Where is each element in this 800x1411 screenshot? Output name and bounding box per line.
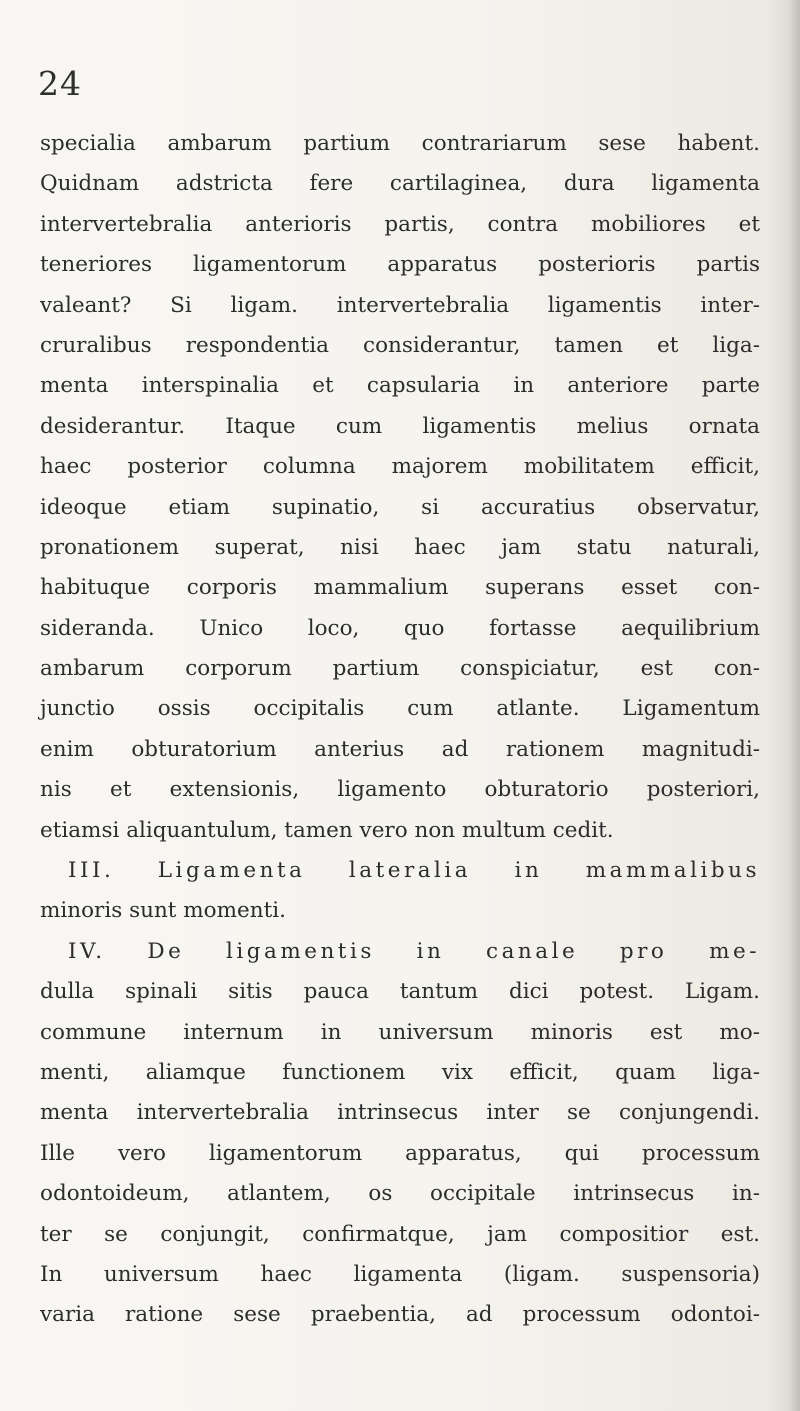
text-line: junctio ossis occipitalis cum atlante. Ligamentum bbox=[40, 696, 760, 722]
text-line: menta intervertebralia intrinsecus inter se conjungendi. bbox=[40, 1100, 760, 1126]
text-line: menta interspinalia et capsularia in anteriore parte bbox=[40, 373, 760, 399]
text-line: valeant? Si ligam. intervertebralia ligamentis inter- bbox=[40, 292, 760, 318]
text-line: commune internum in universum minoris est mo- bbox=[40, 1019, 760, 1045]
text-line: ideoque etiam supinatio, si accuratius observatur, bbox=[40, 494, 760, 520]
text-line: enim obturatorium anterius ad rationem magnitudi- bbox=[40, 736, 760, 762]
text-line: sideranda. Unico loco, quo fortasse aequilibrium bbox=[40, 615, 760, 641]
body-text bbox=[40, 124, 760, 1336]
page-number: 24 bbox=[38, 64, 82, 103]
text-line: haec posterior columna majorem mobilitatem efficit, bbox=[40, 454, 760, 480]
text-line: nis et extensionis, ligamento obturatorio posteriori, bbox=[40, 777, 760, 803]
section-heading-line: III. Ligamenta lateralia in mammalibus bbox=[68, 858, 760, 884]
text-line: minoris sunt momenti. bbox=[40, 898, 286, 924]
text-line: pronationem superat, nisi haec jam statu naturali, bbox=[40, 534, 760, 560]
text-line: In universum haec ligamenta (ligam. suspensoria) bbox=[40, 1261, 760, 1287]
text-line: odontoideum, atlantem, os occipitale intrinsecus in- bbox=[40, 1181, 760, 1207]
text-line: specialia ambarum partium contrariarum sese habent. bbox=[40, 131, 760, 156]
text-line: etiamsi aliquantulum, tamen vero non multum cedit. bbox=[40, 817, 614, 843]
section-heading-line: IV. De ligamentis in canale pro me- bbox=[68, 938, 760, 964]
page-edge-shadow bbox=[788, 0, 800, 1411]
text-line: menti, aliamque functionem vix efficit, quam liga- bbox=[40, 1059, 760, 1085]
text-line: ambarum corporum partium conspiciatur, est con- bbox=[40, 656, 760, 682]
text-line: desiderantur. Itaque cum ligamentis melius ornata bbox=[40, 413, 760, 439]
text-line: habituque corporis mammalium superans esset con- bbox=[40, 575, 760, 601]
text-line: Quidnam adstricta fere cartilaginea, dura ligamenta bbox=[40, 171, 760, 197]
text-line: ter se conjungit, confirmatque, jam compositior est. bbox=[40, 1221, 760, 1247]
text-line: teneriores ligamentorum apparatus posterioris partis bbox=[40, 252, 760, 278]
text-line: Ille vero ligamentorum apparatus, qui processum bbox=[40, 1140, 760, 1166]
text-line: varia ratione sese praebentia, ad processum odontoi- bbox=[40, 1302, 760, 1328]
text-line: cruralibus respondentia considerantur, tamen et liga- bbox=[40, 332, 760, 358]
text-line: intervertebralia anterioris partis, contra mobiliores et bbox=[40, 211, 760, 237]
text-line: dulla spinali sitis pauca tantum dici potest. Ligam. bbox=[40, 979, 760, 1005]
